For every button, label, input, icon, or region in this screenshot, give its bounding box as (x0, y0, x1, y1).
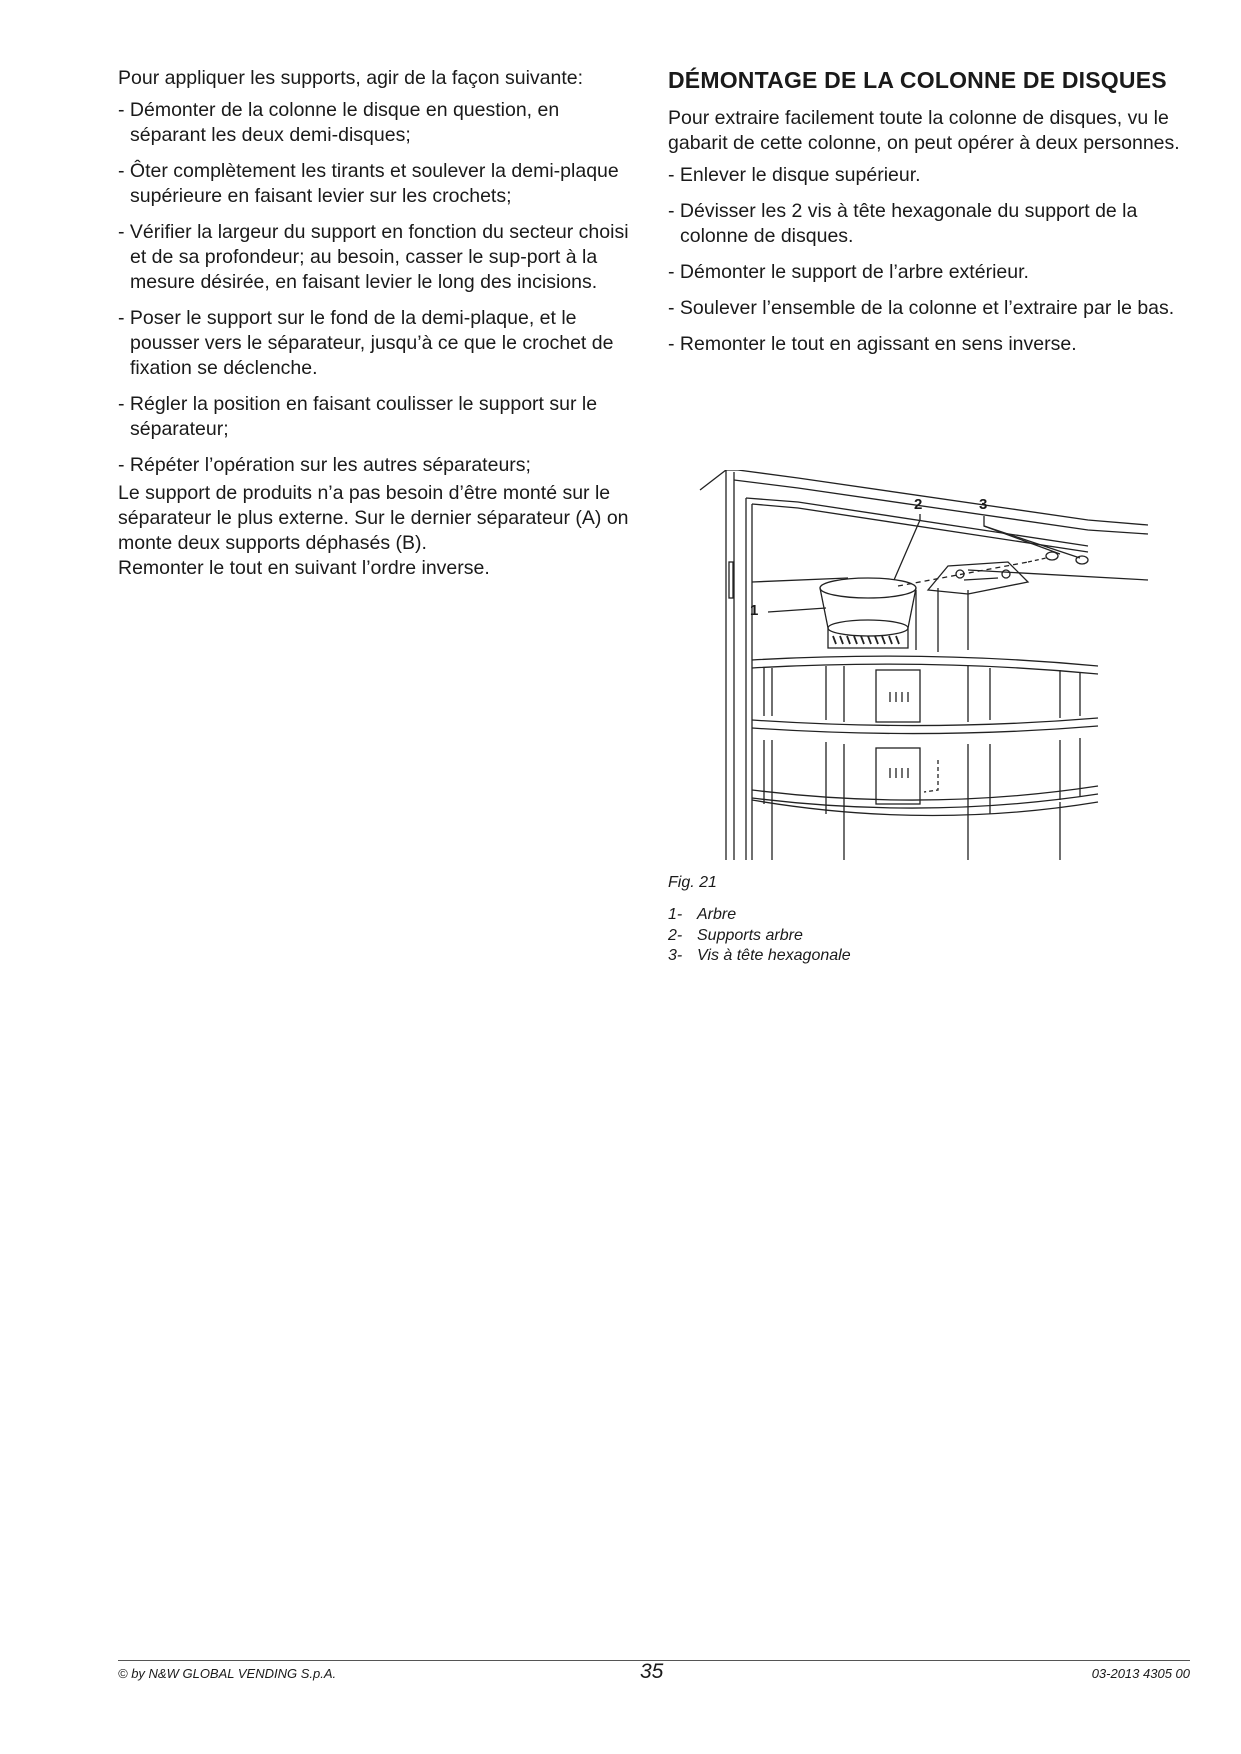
right-step-1: - Enlever le disque supérieur. (668, 164, 921, 186)
left-step-2: - Ôter complètement les tirants et soulever la demi-plaque supérieure en faisant levier sur les crochets; (118, 160, 619, 207)
legend-number: 3- (668, 947, 683, 964)
left-step-1: - Démonter de la colonne le disque en question, en séparant les deux demi-disques; (118, 99, 560, 146)
left-note-1: Le support de produits n’a pas besoin d’être monté sur le séparateur le plus externe. Sur le dernier séparateur (A) on monte deux supports déphasés (B). (118, 482, 629, 554)
left-step-4: - Poser le support sur le fond de la demi-plaque, et le pousser vers le séparateur, jusqu’à ce que le crochet de fixation se déclenche. (118, 307, 614, 379)
legend-text: Vis à tête hexagonale (697, 947, 851, 964)
legend-text: Supports arbre (697, 926, 803, 944)
page-number: 35 (640, 1660, 664, 1683)
left-note-2: Remonter le tout en suivant l’ordre inverse. (118, 557, 490, 579)
legend-item (668, 926, 851, 947)
figure-caption: Fig. 21 (668, 874, 717, 891)
legend-text: Arbre (697, 906, 737, 923)
right-intro: Pour extraire facilement toute la colonne de disques, vu le gabarit de cette colonne, on peut opérer à deux personnes. (668, 107, 1180, 154)
right-step-4: - Soulever l’ensemble de la colonne et l’extraire par le bas. (668, 297, 1175, 319)
footer-copyright: © by N&W GLOBAL VENDING S.p.A. (118, 1666, 337, 1681)
left-step-6: - Répéter l’opération sur les autres séparateurs; (118, 454, 531, 476)
left-step-3: - Vérifier la largeur du support en fonction du secteur choisi et de sa profondeur; au besoin, casser le sup-port à la mesure désirée, en faisant levier le long des incisions. (118, 221, 629, 293)
disc-column-drawing (668, 470, 1158, 870)
legend-number: 1- (668, 906, 683, 923)
left-column (118, 66, 630, 592)
left-intro: Pour appliquer les supports, agir de la façon suivante: (118, 67, 584, 89)
section-heading: DÉMONTAGE DE LA COLONNE DE DISQUES (668, 67, 1167, 93)
callout-2: 2 (914, 496, 923, 513)
legend-item (668, 905, 851, 926)
legend-item (668, 946, 851, 967)
left-step-5: - Régler la position en faisant coulisser le support sur le séparateur; (118, 393, 598, 440)
legend-number: 2- (668, 926, 683, 944)
callout-3: 3 (979, 496, 988, 513)
callout-1: 1 (750, 602, 759, 619)
right-step-3: - Démonter le support de l’arbre extérieur. (668, 261, 1029, 283)
right-column (668, 66, 1188, 368)
footer-doc-code: 03-2013 4305 00 (1091, 1666, 1190, 1681)
right-step-5: - Remonter le tout en agissant en sens inverse. (668, 333, 1077, 355)
right-step-2: - Dévisser les 2 vis à tête hexagonale du support de la colonne de disques. (668, 200, 1138, 247)
technical-illustration (668, 470, 1158, 870)
figure-legend (668, 905, 851, 967)
